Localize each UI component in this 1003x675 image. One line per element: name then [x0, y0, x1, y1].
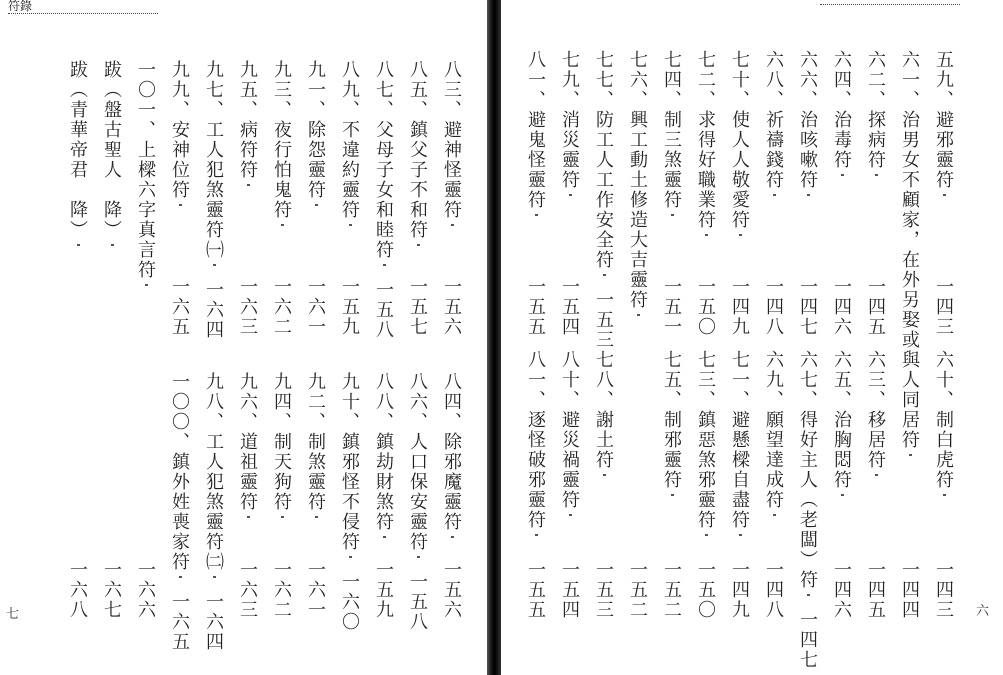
toc-entry-page: 一五六	[441, 277, 462, 337]
toc-entry-page: 一六五	[169, 277, 190, 337]
toc-entry-page: 一四五	[865, 560, 886, 620]
leader-dots	[773, 514, 774, 556]
leader-dots	[603, 274, 604, 286]
leader-dots	[535, 534, 536, 556]
toc-entry-page: 一五三	[593, 290, 614, 350]
toc-entry	[304, 372, 326, 620]
toc-entry-page: 一四三	[933, 277, 954, 337]
toc-entry-title: 七二、求得好職業符	[695, 50, 716, 230]
leader-dots	[451, 224, 452, 273]
toc-entry	[592, 50, 614, 350]
leader-dots	[671, 494, 672, 556]
toc-entry	[660, 350, 682, 620]
toc-entry	[728, 50, 750, 337]
toc-entry	[338, 60, 360, 337]
toc-entry-title: 六三、移居符	[865, 350, 886, 470]
leader-dots	[569, 194, 570, 273]
leader-dots	[807, 194, 808, 273]
toc-entry	[728, 350, 750, 620]
leader-dots	[943, 494, 944, 556]
toc-entry-title: 七十、使人人敬愛符	[729, 50, 750, 230]
toc-entry-title: 九三、夜行怕鬼符	[271, 60, 292, 220]
toc-entry-page: 一五九	[373, 560, 394, 620]
leader-dots	[705, 234, 706, 273]
leader-dots	[383, 264, 384, 276]
toc-entry-title: 九四、制天狗符	[271, 372, 292, 512]
toc-entry	[236, 60, 258, 337]
page-number-right: 六	[976, 604, 990, 619]
toc-entry-page: 一四四	[899, 560, 920, 620]
toc-entry	[796, 350, 818, 670]
toc-entry	[762, 350, 784, 620]
right-page	[494, 0, 1003, 675]
toc-entry	[134, 60, 156, 620]
leader-dots	[349, 224, 350, 273]
toc-entry	[660, 50, 682, 337]
toc-entry	[694, 350, 716, 620]
toc-entry-page: 一五五	[525, 277, 546, 337]
toc-entry-page: 一五四	[559, 560, 580, 620]
leader-dots	[841, 174, 842, 273]
leader-dots	[417, 556, 418, 568]
toc-entry-title: 八十、避災禍靈符	[559, 350, 580, 510]
toc-entry-title: 六七、得好主人（老闆）符	[797, 350, 818, 590]
toc-entry-page: 一六二	[271, 560, 292, 620]
toc-entry-title: 七四、制三煞靈符	[661, 50, 682, 210]
leader-dots	[213, 264, 214, 276]
toc-entry-title: 八九、不違約靈符	[339, 60, 360, 220]
toc-entry-page: 一四三	[933, 560, 954, 620]
toc-entry	[524, 350, 546, 620]
toc-entry	[558, 350, 580, 620]
toc-entry	[100, 60, 122, 620]
leader-dots	[637, 314, 638, 556]
toc-entry-title: 六五、治胸悶符	[831, 350, 852, 490]
toc-entry-page: 一五一	[661, 277, 682, 337]
toc-entry-page: 一四五	[865, 277, 886, 337]
toc-entry-page: 一四七	[797, 610, 818, 670]
toc-entry-title: 七三、鎮惡煞邪靈符	[695, 350, 716, 530]
toc-entry	[66, 60, 88, 620]
toc-entry-page: 一六一	[305, 560, 326, 620]
toc-entry-title: 五九、避邪靈符	[933, 50, 954, 190]
leader-dots	[909, 454, 910, 556]
leader-dots	[841, 494, 842, 556]
toc-entry	[338, 372, 360, 632]
toc-entry-page: 一六二	[271, 277, 292, 337]
toc-entry-page: 一六五	[169, 592, 190, 652]
toc-entry-page: 一四八	[763, 277, 784, 337]
toc-entry	[558, 50, 580, 337]
toc-entry-title: 八一、逐怪破邪靈符	[525, 350, 546, 530]
toc-entry-title: 七五、制邪靈符	[661, 350, 682, 490]
toc-entry-page: 一五五	[525, 560, 546, 620]
toc-entry-title: 八三、避神怪靈符	[441, 60, 462, 220]
toc-entry	[440, 60, 462, 337]
toc-entry-title: 七六、興工動土修造大吉靈符	[627, 50, 648, 310]
toc-entry	[168, 372, 190, 652]
toc-entry-title: 九九、安神位符	[169, 60, 190, 200]
leader-dots	[875, 474, 876, 556]
toc-entry	[270, 60, 292, 337]
leader-dots	[417, 244, 418, 273]
toc-entry	[524, 50, 546, 337]
toc-entry-title: 八一、避鬼怪靈符	[525, 50, 546, 210]
toc-entry-title: 七一、避懸樑自盡符	[729, 350, 750, 530]
toc-entry	[864, 350, 886, 620]
toc-entry	[236, 372, 258, 620]
leader-dots	[281, 224, 282, 273]
toc-entry	[372, 60, 394, 340]
toc-entry	[168, 60, 190, 337]
toc-entry-title: 九六、道祖靈符	[237, 372, 258, 512]
toc-entry-page: 一四八	[763, 560, 784, 620]
toc-entry-title: 七七、防工人工作安全符	[593, 50, 614, 270]
leader-dots	[315, 516, 316, 556]
toc-entry	[932, 50, 954, 337]
toc-entry	[440, 372, 462, 620]
leader-dots	[569, 514, 570, 556]
toc-entry	[304, 60, 326, 337]
leader-dots	[179, 204, 180, 273]
toc-entry-title: 跋（盤古聖人 降）	[101, 60, 122, 240]
toc-entry	[202, 372, 224, 652]
toc-entry	[932, 350, 954, 620]
leader-dots	[315, 204, 316, 273]
left-page	[0, 0, 494, 675]
leader-dots	[705, 534, 706, 556]
running-title: 符錄	[8, 0, 158, 14]
toc-entry-title: 六一、治男女不顧家，在外另娶或與人同居符	[899, 50, 920, 450]
leader-dots	[383, 536, 384, 556]
toc-entry-page: 一六八	[67, 560, 88, 620]
toc-entry	[372, 372, 394, 620]
toc-entry-title: 八五、鎮父子不和符	[407, 60, 428, 240]
toc-entry	[762, 50, 784, 337]
toc-entry-page: 一五八	[373, 280, 394, 340]
toc-entry-page: 一四九	[729, 277, 750, 337]
toc-entry-title: 一〇一、上樑六字真言符	[135, 60, 156, 280]
toc-entry	[592, 350, 614, 620]
leader-dots	[111, 244, 112, 556]
leader-dots	[535, 214, 536, 273]
leader-dots	[875, 174, 876, 273]
toc-entry-page: 一六〇	[339, 572, 360, 632]
toc-entry-page: 一五二	[627, 560, 648, 620]
book-gutter	[487, 0, 501, 675]
toc-entry-page: 一六三	[237, 277, 258, 337]
leader-dots	[739, 534, 740, 556]
toc-entry-title: 六十、制白虎符	[933, 350, 954, 490]
toc-entry-page: 一五三	[593, 560, 614, 620]
toc-entry-title: 七八、謝土符	[593, 350, 614, 470]
toc-entry-title: 八六、人口保安靈符	[407, 372, 428, 552]
toc-entry-page: 一六三	[237, 560, 258, 620]
toc-entry-page: 一六一	[305, 277, 326, 337]
leader-dots	[247, 516, 248, 556]
toc-entry-page: 一四七	[797, 277, 818, 337]
toc-entry-title: 六六、治咳嗽符	[797, 50, 818, 190]
toc-entry-title: 一〇〇、鎮外姓喪家符	[169, 372, 190, 572]
toc-entry-page: 一五〇	[695, 277, 716, 337]
toc-entry	[830, 50, 852, 337]
leader-dots	[281, 516, 282, 556]
toc-entry-page: 一六四	[203, 280, 224, 340]
toc-entry	[864, 50, 886, 337]
toc-entry-title: 八四、除邪魔靈符	[441, 372, 462, 532]
toc-entry-page: 一五四	[559, 277, 580, 337]
leader-dots	[77, 244, 78, 556]
leader-dots	[603, 474, 604, 556]
toc-entry	[270, 372, 292, 620]
toc-entry	[796, 50, 818, 337]
toc-entry-title: 九七、工人犯煞靈符㈠	[203, 60, 224, 260]
toc-entry-page: 一五二	[661, 560, 682, 620]
toc-entry-page: 一六七	[101, 560, 122, 620]
toc-entry	[694, 50, 716, 337]
toc-entry-title: 六八、祈禱錢符	[763, 50, 784, 190]
leader-dots	[349, 556, 350, 568]
toc-entry	[406, 372, 428, 632]
toc-entry-page: 一四九	[729, 560, 750, 620]
leader-dots	[247, 184, 248, 273]
toc-entry-title: 六九、願望達成符	[763, 350, 784, 510]
leader-dots	[451, 536, 452, 556]
toc-entry-title: 九十、鎮邪怪不侵符	[339, 372, 360, 552]
toc-entry-page: 一六六	[135, 560, 156, 620]
toc-entry-title: 六二、探病符	[865, 50, 886, 170]
toc-entry-title: 六四、治毒符	[831, 50, 852, 170]
toc-entry-title: 七九、消災靈符	[559, 50, 580, 190]
toc-entry-title: 跋（青華帝君 降）	[67, 60, 88, 240]
toc-entry-title: 九八、工人犯煞靈符㈡	[203, 372, 224, 572]
toc-entry-title: 九二、制煞靈符	[305, 372, 326, 512]
leader-dots	[213, 576, 214, 588]
toc-entry-page: 一四六	[831, 277, 852, 337]
toc-entry-title: 八八、鎮劫財煞符	[373, 372, 394, 532]
page-number-left: 七	[6, 607, 20, 622]
leader-dots	[773, 194, 774, 273]
toc-entry-title: 八七、父母子女和睦符	[373, 60, 394, 260]
leader-dots	[179, 576, 180, 588]
toc-entry-page: 一五六	[441, 560, 462, 620]
leader-dots	[739, 234, 740, 273]
leader-dots	[145, 284, 146, 556]
toc-entry-page: 一四六	[831, 560, 852, 620]
toc-entry-page: 一五八	[407, 572, 428, 632]
toc-entry	[898, 50, 920, 620]
leader-dots	[807, 594, 808, 606]
header-rule	[820, 4, 960, 5]
toc-entry	[830, 350, 852, 620]
toc-entry-page: 一五七	[407, 277, 428, 337]
toc-entry	[406, 60, 428, 337]
leader-dots	[943, 194, 944, 273]
toc-entry-page: 一六四	[203, 592, 224, 652]
toc-entry-title: 九五、病符符	[237, 60, 258, 180]
toc-entry	[626, 50, 648, 620]
leader-dots	[671, 214, 672, 273]
toc-entry	[202, 60, 224, 340]
toc-entry-page: 一五〇	[695, 560, 716, 620]
toc-entry-page: 一五九	[339, 277, 360, 337]
toc-entry-title: 九一、除怨靈符	[305, 60, 326, 200]
